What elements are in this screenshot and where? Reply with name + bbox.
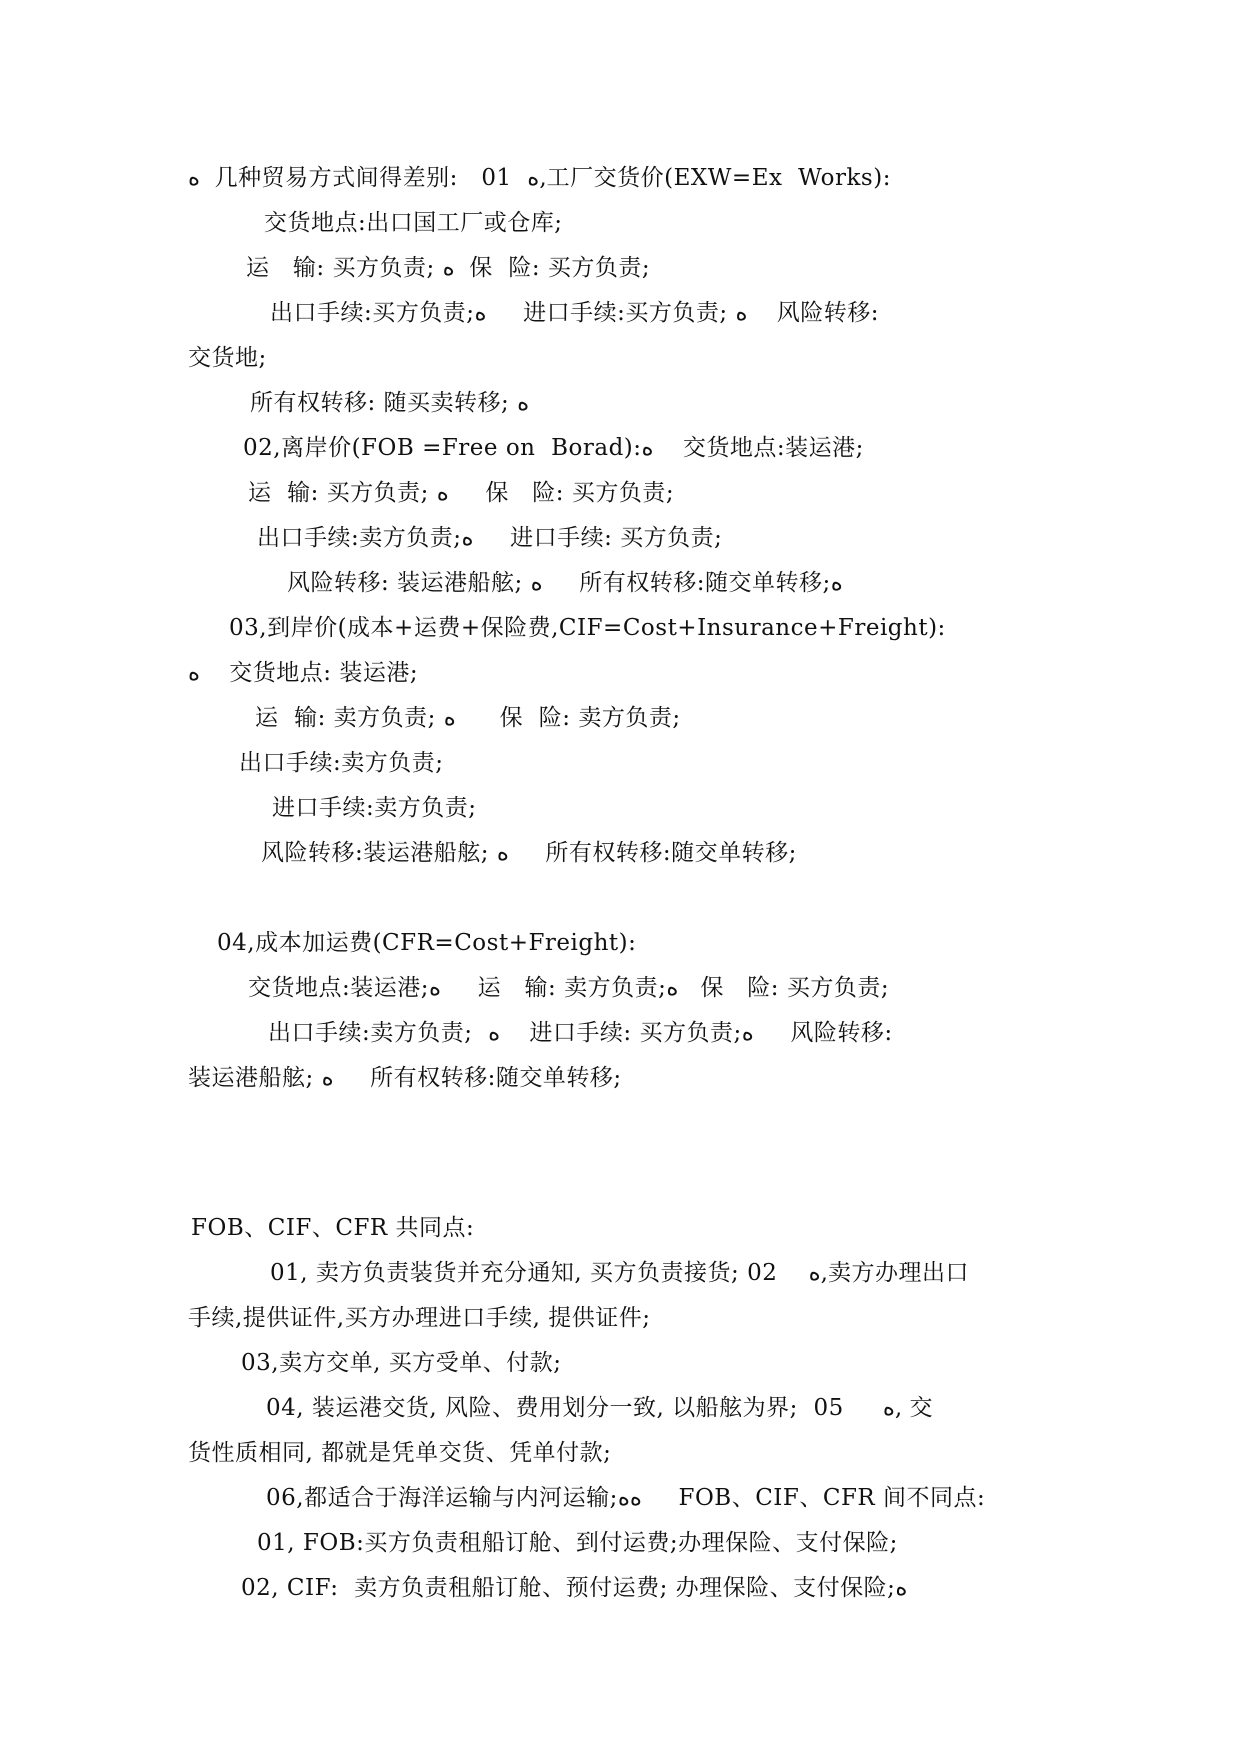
text-line: 运 输: 卖方负责; ﻩ 保 险: 卖方负责; [255, 705, 681, 731]
text-line: 出口手续:卖方负责; ﻩ 进口手续: 买方负责;ﻩ 风险转移: [268, 1020, 893, 1046]
text-line: 运 输: 买方负责; ﻩ 保 险: 买方负责; [248, 480, 675, 506]
text-line: 交货地; [188, 345, 267, 371]
text-line: 风险转移:装运港船舷; ﻩ 所有权转移:随交单转移; [261, 840, 797, 866]
text-line: 02, CIF: 卖方负责租船订舱、预付运费; 办理保险、支付保险;ﻩ [241, 1575, 908, 1601]
text-line: 手续,提供证件,买方办理进口手续, 提供证件; [188, 1305, 651, 1331]
text-line: 进口手续:卖方负责; [272, 795, 477, 821]
text-line: 装运港船舷; ﻩ 所有权转移:随交单转移; [188, 1065, 622, 1091]
text-line: ﻩ 交货地点: 装运港; [188, 660, 419, 686]
text-line: 01, 卖方负责装货并充分通知, 买方负责接货; 02 ﻩ,卖方办理出口 [270, 1260, 969, 1286]
text-line: FOB、CIF、CFR 共同点: [191, 1215, 475, 1241]
text-line: 02,离岸价(FOB =Free on Borad):ﻩ 交货地点:装运港; [243, 435, 864, 461]
text-line: 04,成本加运费(CFR=Cost+Freight): [217, 930, 637, 956]
text-line: 货性质相同, 都就是凭单交货、凭单付款; [188, 1440, 612, 1466]
text-line: 出口手续:买方负责;ﻩ 进口手续:买方负责; ﻩ 风险转移: [270, 300, 879, 326]
text-line: 交货地点:装运港;ﻩ 运 输: 卖方负责;ﻩ 保 险: 买方负责; [248, 975, 890, 1001]
text-line: 03,卖方交单, 买方受单、付款; [241, 1350, 562, 1376]
text-line: 交货地点:出口国工厂或仓库; [264, 210, 563, 236]
text-line: 03,到岸价(成本+运费+保险费,CIF=Cost+Insurance+Freight): [229, 615, 946, 641]
text-line: 出口手续:卖方负责; [239, 750, 444, 776]
text-line: 运 输: 买方负责; ﻩ 保 险: 买方负责; [246, 255, 651, 281]
text-line: 出口手续:卖方负责;ﻩ 进口手续: 买方负责; [257, 525, 723, 551]
text-line: 风险转移: 装运港船舷; ﻩ 所有权转移:随交单转移;ﻩ [287, 570, 843, 596]
text-line: 06,都适合于海洋运输与内河运输;ﻩﻩ FOB、CIF、CFR 间不同点: [266, 1485, 986, 1511]
text-line: ﻩ 几种贸易方式间得差别: 01 ﻩ,工厂交货价(EXW=Ex Works): [188, 165, 891, 191]
text-line: 所有权转移: 随买卖转移; ﻩ [250, 390, 530, 416]
text-line: 01, FOB:买方负责租船订舱、到付运费;办理保险、支付保险; [257, 1530, 898, 1556]
text-line: 04, 装运港交货, 风险、费用划分一致, 以船舷为界; 05 ﻩ, 交 [266, 1395, 934, 1421]
